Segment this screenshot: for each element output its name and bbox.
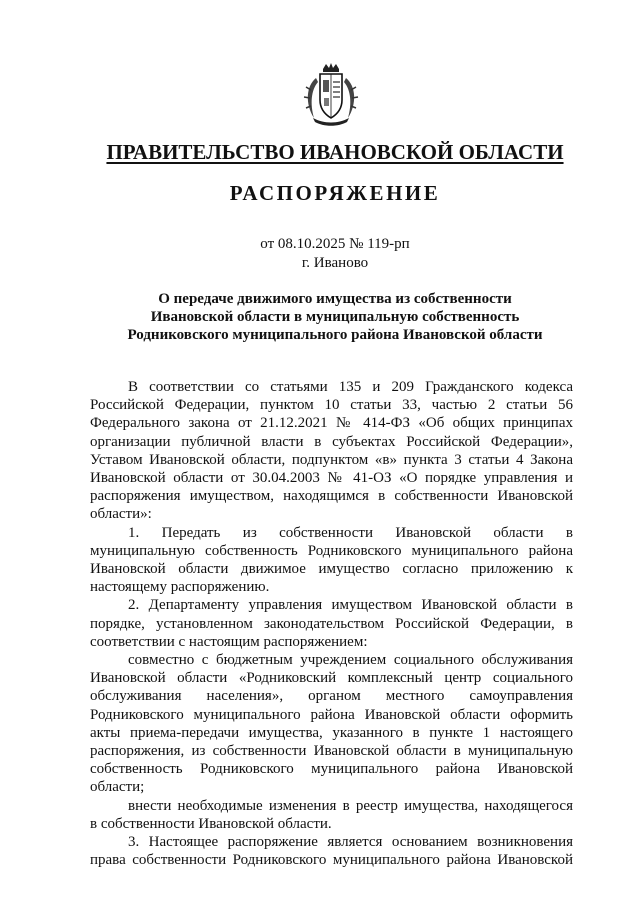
- body-line: распоряжения имуществом, находящимся в собственности Ивановской: [90, 488, 573, 505]
- subject-line: Родниковского муниципального района Ивановской области: [127, 327, 543, 343]
- body-line: собственность Родниковского муниципального района Ивановской: [90, 761, 573, 778]
- body-line: 1. Передать из собственности Ивановской области в: [128, 524, 573, 541]
- body-line: совместно с бюджетным учреждением социального обслуживания: [128, 652, 573, 669]
- coat-of-arms-icon: [296, 60, 366, 130]
- body-line: области;: [90, 779, 145, 796]
- body-line: Уставом Ивановской области, подпунктом «в» пункта 3 статьи 4 Закона: [90, 451, 573, 468]
- body-line: 2. Департаменту управления имуществом Ивановской области в: [128, 597, 573, 614]
- body-line: В соответствии со статьями 135 и 209 Гражданского кодекса: [128, 379, 573, 395]
- body-line: Федерального закона от 21.12.2021 № 414-ФЗ «Об общих принципах: [90, 415, 573, 432]
- body-line: Ивановской области от 30.04.2003 № 41-ОЗ «О порядке управления и: [90, 470, 573, 487]
- body-line: области»:: [90, 506, 152, 523]
- body-line: обслуживания населения», органом местного самоуправления: [90, 688, 573, 705]
- body-line: Ивановской области «Родниковский комплексный центр социального: [90, 670, 573, 687]
- body-line: организации публичной власти в субъектах Российской Федерации»,: [90, 433, 573, 450]
- body-line: настоящему распоряжению.: [90, 579, 270, 596]
- body-line: в собственности Ивановской области.: [90, 815, 332, 832]
- document-type: РАСПОРЯЖЕНИЕ: [229, 181, 441, 205]
- document-city: г. Иваново: [301, 255, 369, 271]
- body-line: права собственности Родниковского муниципального района Ивановской: [90, 852, 573, 869]
- document-body: [90, 378, 573, 869]
- body-line: Ивановской области движимое имущество согласно приложению к: [90, 561, 573, 578]
- body-line: распоряжения, из собственности Ивановской области в муниципальную: [90, 743, 573, 760]
- subject-line: Ивановской области в муниципальную собственность: [150, 309, 520, 325]
- body-line: Российской Федерации, пунктом 10 статьи 33, частью 2 статьи 56: [90, 397, 573, 414]
- document-subject: [0, 290, 640, 344]
- subject-line: О передаче движимого имущества из собственности: [158, 291, 512, 307]
- document-date-number: от 08.10.2025 № 119-рп: [260, 236, 410, 252]
- government-title: ПРАВИТЕЛЬСТВО ИВАНОВСКОЙ ОБЛАСТИ: [106, 140, 564, 164]
- body-line: муниципальную собственность Родниковского муниципального района: [90, 542, 573, 559]
- body-line: 3. Настоящее распоряжение является основанием возникновения: [128, 834, 573, 851]
- body-line: Родниковского муниципального района Ивановской области оформить: [90, 706, 573, 723]
- body-line: порядке, установленном законодательством Российской Федерации, в: [90, 615, 573, 632]
- body-line: соответствии с настоящим распоряжением:: [90, 633, 368, 650]
- body-line: акты приема-передачи имущества, указанного в пункте 1 настоящего: [90, 724, 573, 741]
- body-line: внести необходимые изменения в реестр имущества, находящегося: [128, 797, 573, 814]
